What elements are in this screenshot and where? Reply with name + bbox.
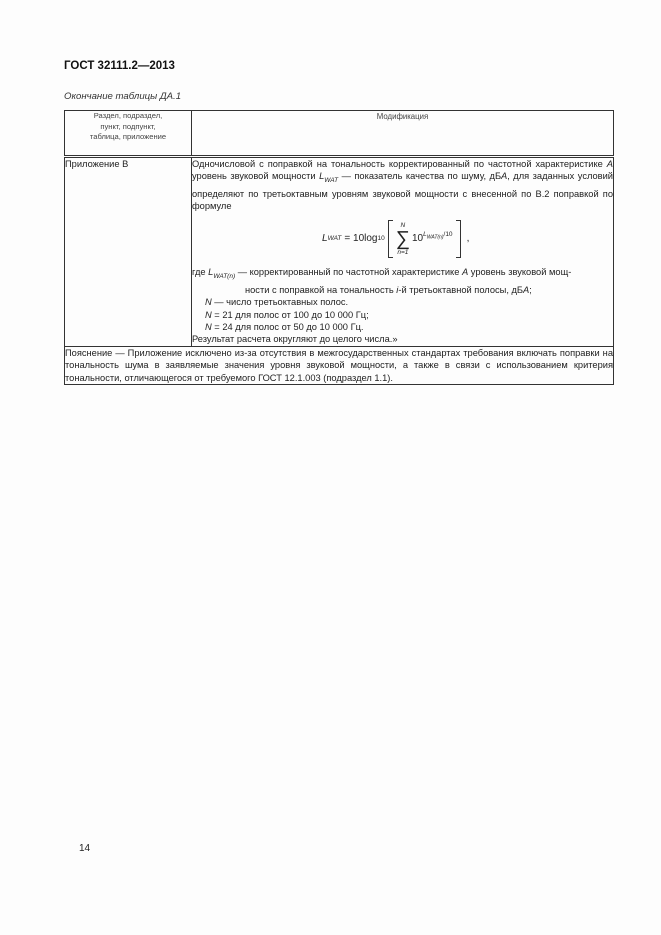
note-row bbox=[65, 346, 614, 384]
document-code: ГОСТ 32111.2—2013 bbox=[64, 60, 175, 72]
column-header-line: пункт, подпункт, bbox=[100, 121, 156, 131]
section-cell: Приложение В bbox=[65, 157, 192, 347]
formula: L WAT = 10log 10 N ∑ n=1 10 $^{L_{WAT(n)}/10}$ , bbox=[322, 222, 470, 257]
column-header-modification: Модификация bbox=[192, 111, 614, 157]
table-header-row bbox=[65, 111, 614, 157]
modification-table bbox=[64, 110, 614, 385]
explanation-note: Пояснение — Приложение исключено из-за отсутствия в межгосударственных стандартах требования включать поправки на тональность шума в заявляемые значения уровня звуковой мощности, а также в связи с использованием критерия тональности, отличающегося от требуемого ГОСТ 12.1.003 (подраздел 1.1). bbox=[65, 347, 613, 383]
column-header-line: Раздел, подраздел, bbox=[93, 111, 163, 120]
n-21-definition: N = 21 для полос от 100 до 10 000 Гц; bbox=[205, 309, 369, 320]
modification-cell bbox=[192, 157, 614, 347]
table-caption: Окончание таблицы ДА.1 bbox=[64, 91, 182, 102]
left-bracket bbox=[388, 220, 393, 258]
summation-symbol: N ∑ n=1 bbox=[395, 222, 410, 257]
page-number: 14 bbox=[79, 843, 91, 854]
intro-paragraph: Одночисловой с поправкой на тональность корректированный по частотной характеристике A уровень звуковой мощности $L_{WAT}$ — показатель качества по шуму, дБА, для заданных условий определяют по третьоктавным уровням звуковой мощности с внесенной по В.2 поправкой по формуле bbox=[192, 159, 613, 212]
n-definition: N — число третьоктавных полос. bbox=[205, 297, 349, 308]
n-24-definition: N = 24 для полос от 50 до 10 000 Гц. bbox=[205, 321, 364, 332]
where-clause: где $L_{WAT(n)}$ — корректированный по частотной характеристике A уровень звуковой мощ- bbox=[192, 267, 572, 281]
where-clause-continued: ности с поправкой на тональность i-й третьоктавной полосы, дБА; bbox=[245, 284, 532, 295]
column-header-line: таблица, приложение bbox=[89, 132, 167, 141]
column-header-section bbox=[65, 111, 192, 157]
result-note: Результат расчета округляют до целого числа.» bbox=[192, 334, 398, 345]
table-row bbox=[65, 157, 614, 347]
right-bracket bbox=[456, 220, 461, 258]
